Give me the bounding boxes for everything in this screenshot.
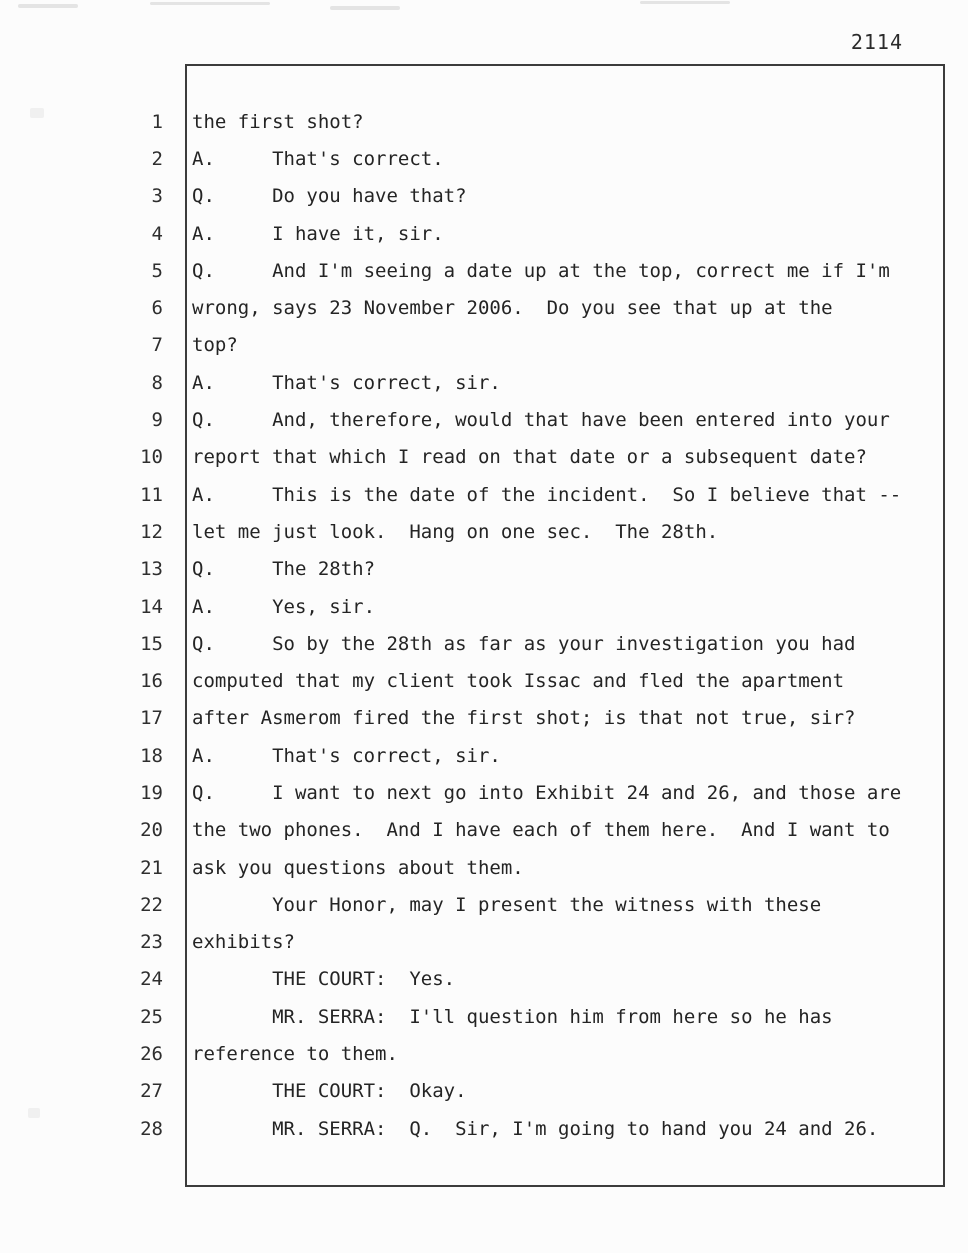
transcript-line-text: Q. I want to next go into Exhibit 24 and 26, and those are: [192, 781, 902, 804]
transcript-line-text: THE COURT: Okay.: [192, 1080, 467, 1103]
line-number: 1: [151, 110, 163, 133]
transcript-row: [0, 924, 968, 961]
transcript-row: [0, 327, 968, 364]
transcript-row: [0, 252, 968, 289]
line-number: 21: [140, 856, 163, 879]
transcript-line-text: exhibits?: [192, 931, 295, 954]
transcript-line-text: MR. SERRA: Q. Sir, I'm going to hand you 24 and 26.: [192, 1117, 879, 1140]
transcript-line-text: Q. So by the 28th as far as your investigation you had: [192, 632, 856, 655]
line-number: 26: [140, 1043, 163, 1066]
line-number: 5: [151, 259, 163, 282]
transcript-lines: [0, 103, 968, 1147]
transcript-row: [0, 774, 968, 811]
transcript-line-text: wrong, says 23 November 2006. Do you see that up at the: [192, 297, 833, 320]
transcript-line-text: THE COURT: Yes.: [192, 968, 456, 991]
transcript-row: [0, 289, 968, 326]
transcript-row: [0, 886, 968, 923]
transcript-row: [0, 103, 968, 140]
line-number: 23: [140, 931, 163, 954]
line-number: 8: [151, 371, 163, 394]
transcript-line-text: the first shot?: [192, 110, 364, 133]
page-number: 2114: [850, 30, 903, 54]
transcript-row: [0, 961, 968, 998]
scan-artifact: [640, 1, 730, 4]
line-number: 19: [140, 781, 163, 804]
transcript-line-text: A. That's correct, sir.: [192, 371, 501, 394]
transcript-line-text: A. This is the date of the incident. So I believe that --: [192, 483, 902, 506]
transcript-row: [0, 364, 968, 401]
transcript-row: [0, 812, 968, 849]
line-number: 9: [151, 409, 163, 432]
line-number: 28: [140, 1117, 163, 1140]
line-number: 27: [140, 1080, 163, 1103]
transcript-line-text: Q. Do you have that?: [192, 185, 467, 208]
transcript-row: [0, 700, 968, 737]
transcript-row: [0, 1073, 968, 1110]
transcript-row: [0, 401, 968, 438]
line-number: 6: [151, 297, 163, 320]
transcript-row: [0, 662, 968, 699]
transcript-line-text: Q. And I'm seeing a date up at the top, correct me if I'm: [192, 259, 890, 282]
line-number: 16: [140, 670, 163, 693]
line-number: 14: [140, 595, 163, 618]
line-number: 24: [140, 968, 163, 991]
transcript-line-text: reference to them.: [192, 1043, 398, 1066]
transcript-line-text: after Asmerom fired the first shot; is that not true, sir?: [192, 707, 856, 730]
transcript-row: [0, 998, 968, 1035]
transcript-line-text: A. That's correct, sir.: [192, 744, 501, 767]
transcript-line-text: A. That's correct.: [192, 147, 444, 170]
line-number: 22: [140, 893, 163, 916]
transcript-line-text: report that which I read on that date or a subsequent date?: [192, 446, 867, 469]
transcript-line-text: A. I have it, sir.: [192, 222, 444, 245]
transcript-row: [0, 476, 968, 513]
line-number: 12: [140, 520, 163, 543]
transcript-row: [0, 1110, 968, 1147]
transcript-line-text: Your Honor, may I present the witness with these: [192, 893, 822, 916]
transcript-row: [0, 1035, 968, 1072]
line-number: 25: [140, 1005, 163, 1028]
line-number: 17: [140, 707, 163, 730]
transcript-row: [0, 849, 968, 886]
transcript-line-text: Q. The 28th?: [192, 558, 376, 581]
line-number: 2: [151, 147, 163, 170]
transcript-line-text: A. Yes, sir.: [192, 595, 376, 618]
line-number: 4: [151, 222, 163, 245]
transcript-row: [0, 140, 968, 177]
transcript-row: [0, 737, 968, 774]
transcript-row: [0, 625, 968, 662]
line-number: 20: [140, 819, 163, 842]
line-number: 3: [151, 185, 163, 208]
transcript-row: [0, 513, 968, 550]
transcript-line-text: computed that my client took Issac and fled the apartment: [192, 670, 845, 693]
transcript-line-text: top?: [192, 334, 238, 357]
transcript-line-text: ask you questions about them.: [192, 856, 524, 879]
transcript-row: [0, 588, 968, 625]
transcript-line-text: the two phones. And I have each of them here. And I want to: [192, 819, 890, 842]
line-number: 18: [140, 744, 163, 767]
scan-artifact: [150, 2, 270, 5]
line-number: 11: [140, 483, 163, 506]
transcript-row: [0, 551, 968, 588]
transcript-row: [0, 215, 968, 252]
transcript-line-text: let me just look. Hang on one sec. The 28th.: [192, 520, 719, 543]
transcript-row: [0, 439, 968, 476]
transcript-line-text: MR. SERRA: I'll question him from here so he has: [192, 1005, 833, 1028]
line-number: 15: [140, 632, 163, 655]
line-number: 10: [140, 446, 163, 469]
scan-artifact: [330, 6, 400, 10]
line-number: 13: [140, 558, 163, 581]
transcript-line-text: Q. And, therefore, would that have been entered into your: [192, 409, 890, 432]
scan-artifact: [18, 4, 78, 8]
transcript-row: [0, 178, 968, 215]
line-number: 7: [151, 334, 163, 357]
